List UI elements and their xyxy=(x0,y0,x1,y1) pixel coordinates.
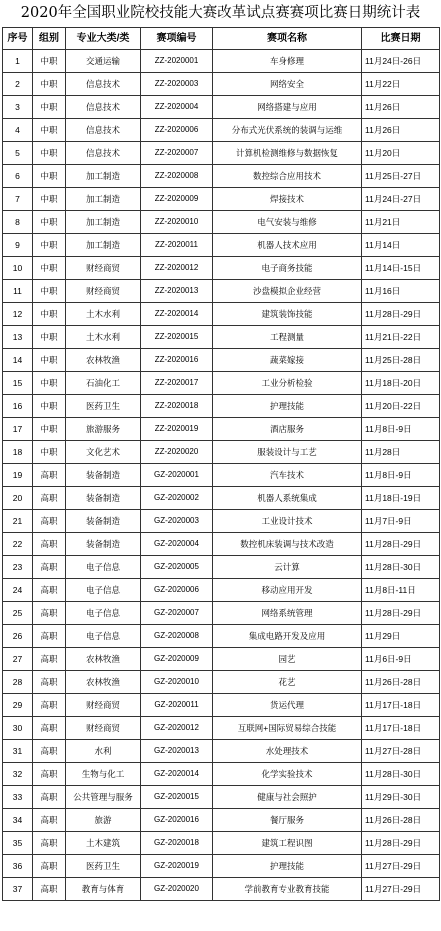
row-event-code: GZ-2020009 xyxy=(141,648,213,671)
row-date: 11月28日-30日 xyxy=(362,556,440,579)
row-category: 文化艺术 xyxy=(66,441,141,464)
table-row xyxy=(3,188,440,211)
row-event-code: GZ-2020006 xyxy=(141,579,213,602)
row-event-code: ZZ-2020001 xyxy=(141,50,213,73)
row-date: 11月18日-20日 xyxy=(362,372,440,395)
table-row xyxy=(3,211,440,234)
row-group: 高职 xyxy=(33,487,66,510)
row-date: 11月8日-11日 xyxy=(362,579,440,602)
row-category: 财经商贸 xyxy=(66,717,141,740)
row-event-code: ZZ-2020011 xyxy=(141,234,213,257)
row-event-name: 护理技能 xyxy=(213,395,362,418)
row-index: 37 xyxy=(3,878,33,901)
row-category: 公共管理与服务 xyxy=(66,786,141,809)
row-index: 1 xyxy=(3,50,33,73)
row-category: 电子信息 xyxy=(66,602,141,625)
row-event-name: 花艺 xyxy=(213,671,362,694)
row-category: 装备制造 xyxy=(66,487,141,510)
row-event-name: 机器人技术应用 xyxy=(213,234,362,257)
row-group: 高职 xyxy=(33,878,66,901)
row-date: 11月22日 xyxy=(362,73,440,96)
row-event-name: 学前教育专业教育技能 xyxy=(213,878,362,901)
row-index: 4 xyxy=(3,119,33,142)
table-row xyxy=(3,395,440,418)
row-event-name: 工业设计技术 xyxy=(213,510,362,533)
row-event-name: 焊接技术 xyxy=(213,188,362,211)
row-event-code: ZZ-2020007 xyxy=(141,142,213,165)
row-index: 24 xyxy=(3,579,33,602)
row-index: 18 xyxy=(3,441,33,464)
row-event-code: GZ-2020001 xyxy=(141,464,213,487)
row-event-code: GZ-2020011 xyxy=(141,694,213,717)
table-row xyxy=(3,257,440,280)
row-event-code: ZZ-2020004 xyxy=(141,96,213,119)
row-group: 高职 xyxy=(33,579,66,602)
row-category: 装备制造 xyxy=(66,510,141,533)
row-category: 石油化工 xyxy=(66,372,141,395)
row-index: 14 xyxy=(3,349,33,372)
row-event-code: ZZ-2020017 xyxy=(141,372,213,395)
table-row xyxy=(3,579,440,602)
table-row xyxy=(3,142,440,165)
row-event-code: ZZ-2020019 xyxy=(141,418,213,441)
row-event-name: 服装设计与工艺 xyxy=(213,441,362,464)
row-event-name: 餐厅服务 xyxy=(213,809,362,832)
row-index: 23 xyxy=(3,556,33,579)
table-row xyxy=(3,50,440,73)
row-event-name: 汽车技术 xyxy=(213,464,362,487)
table-row xyxy=(3,487,440,510)
row-date: 11月26日-28日 xyxy=(362,809,440,832)
row-group: 中职 xyxy=(33,303,66,326)
row-event-code: ZZ-2020012 xyxy=(141,257,213,280)
row-date: 11月6日-9日 xyxy=(362,648,440,671)
row-date: 11月17日-18日 xyxy=(362,694,440,717)
table-row xyxy=(3,533,440,556)
table-row xyxy=(3,878,440,901)
row-index: 2 xyxy=(3,73,33,96)
row-event-name: 水处理技术 xyxy=(213,740,362,763)
row-category: 旅游服务 xyxy=(66,418,141,441)
row-group: 中职 xyxy=(33,326,66,349)
row-index: 32 xyxy=(3,763,33,786)
row-event-code: GZ-2020010 xyxy=(141,671,213,694)
row-date: 11月17日-18日 xyxy=(362,717,440,740)
table-row xyxy=(3,694,440,717)
row-category: 财经商贸 xyxy=(66,694,141,717)
row-event-code: GZ-2020015 xyxy=(141,786,213,809)
row-category: 生物与化工 xyxy=(66,763,141,786)
row-event-code: ZZ-2020018 xyxy=(141,395,213,418)
row-category: 土木水利 xyxy=(66,303,141,326)
table-row xyxy=(3,303,440,326)
row-group: 中职 xyxy=(33,234,66,257)
schedule-table xyxy=(2,27,440,901)
row-index: 21 xyxy=(3,510,33,533)
table-row xyxy=(3,372,440,395)
row-index: 15 xyxy=(3,372,33,395)
row-event-code: GZ-2020002 xyxy=(141,487,213,510)
row-index: 30 xyxy=(3,717,33,740)
row-event-code: GZ-2020008 xyxy=(141,625,213,648)
row-category: 农林牧渔 xyxy=(66,671,141,694)
row-date: 11月28日-30日 xyxy=(362,763,440,786)
table-row xyxy=(3,809,440,832)
row-date: 11月26日 xyxy=(362,119,440,142)
row-date: 11月7日-9日 xyxy=(362,510,440,533)
row-event-name: 工业分析检验 xyxy=(213,372,362,395)
row-index: 36 xyxy=(3,855,33,878)
row-event-code: ZZ-2020020 xyxy=(141,441,213,464)
row-index: 20 xyxy=(3,487,33,510)
row-index: 26 xyxy=(3,625,33,648)
row-group: 中职 xyxy=(33,395,66,418)
row-index: 25 xyxy=(3,602,33,625)
row-date: 11月29日 xyxy=(362,625,440,648)
row-group: 中职 xyxy=(33,211,66,234)
row-category: 土木建筑 xyxy=(66,832,141,855)
row-date: 11月28日 xyxy=(362,441,440,464)
row-event-code: ZZ-2020003 xyxy=(141,73,213,96)
page-title: 2020年全国职业院校技能大赛改革试点赛赛项比赛日期统计表 xyxy=(20,5,421,21)
row-index: 28 xyxy=(3,671,33,694)
row-category: 电子信息 xyxy=(66,579,141,602)
row-event-name: 数控机床装调与技术改造 xyxy=(213,533,362,556)
row-group: 中职 xyxy=(33,142,66,165)
row-event-name: 网络安全 xyxy=(213,73,362,96)
row-event-code: ZZ-2020006 xyxy=(141,119,213,142)
row-event-name: 电子商务技能 xyxy=(213,257,362,280)
row-group: 高职 xyxy=(33,556,66,579)
row-event-name: 数控综合应用技术 xyxy=(213,165,362,188)
row-event-name: 集成电路开发及应用 xyxy=(213,625,362,648)
row-group: 高职 xyxy=(33,648,66,671)
table-row xyxy=(3,234,440,257)
row-group: 中职 xyxy=(33,372,66,395)
row-category: 电子信息 xyxy=(66,625,141,648)
row-category: 信息技术 xyxy=(66,73,141,96)
header-row xyxy=(3,28,440,50)
row-group: 高职 xyxy=(33,464,66,487)
row-event-name: 计算机检测维修与数据恢复 xyxy=(213,142,362,165)
row-group: 高职 xyxy=(33,671,66,694)
table-row xyxy=(3,625,440,648)
table-row xyxy=(3,855,440,878)
row-event-name: 化学实验技术 xyxy=(213,763,362,786)
row-event-name: 分布式光伏系统的装调与运维 xyxy=(213,119,362,142)
row-group: 中职 xyxy=(33,96,66,119)
row-event-name: 工程测量 xyxy=(213,326,362,349)
row-date: 11月28日-29日 xyxy=(362,602,440,625)
row-event-code: GZ-2020004 xyxy=(141,533,213,556)
row-group: 中职 xyxy=(33,418,66,441)
row-index: 11 xyxy=(3,280,33,303)
row-event-code: GZ-2020007 xyxy=(141,602,213,625)
row-date: 11月26日 xyxy=(362,96,440,119)
row-index: 22 xyxy=(3,533,33,556)
table-row xyxy=(3,786,440,809)
row-event-code: GZ-2020016 xyxy=(141,809,213,832)
row-group: 高职 xyxy=(33,533,66,556)
row-category: 财经商贸 xyxy=(66,257,141,280)
table-row xyxy=(3,717,440,740)
row-date: 11月14日 xyxy=(362,234,440,257)
row-date: 11月28日-29日 xyxy=(362,303,440,326)
row-event-name: 电气安装与维修 xyxy=(213,211,362,234)
row-index: 13 xyxy=(3,326,33,349)
row-date: 11月8日-9日 xyxy=(362,464,440,487)
row-group: 高职 xyxy=(33,694,66,717)
row-event-name: 护理技能 xyxy=(213,855,362,878)
row-index: 7 xyxy=(3,188,33,211)
row-category: 加工制造 xyxy=(66,211,141,234)
row-group: 高职 xyxy=(33,786,66,809)
row-index: 10 xyxy=(3,257,33,280)
row-index: 33 xyxy=(3,786,33,809)
row-index: 6 xyxy=(3,165,33,188)
table-row xyxy=(3,602,440,625)
row-category: 信息技术 xyxy=(66,96,141,119)
row-category: 旅游 xyxy=(66,809,141,832)
row-date: 11月21日-22日 xyxy=(362,326,440,349)
table-row xyxy=(3,671,440,694)
row-category: 交通运输 xyxy=(66,50,141,73)
row-category: 加工制造 xyxy=(66,234,141,257)
row-event-code: GZ-2020013 xyxy=(141,740,213,763)
row-group: 高职 xyxy=(33,717,66,740)
header-group: 组别 xyxy=(33,28,66,50)
row-index: 35 xyxy=(3,832,33,855)
row-group: 高职 xyxy=(33,809,66,832)
row-date: 11月27日-29日 xyxy=(362,878,440,901)
row-category: 加工制造 xyxy=(66,165,141,188)
row-date: 11月16日 xyxy=(362,280,440,303)
row-category: 信息技术 xyxy=(66,142,141,165)
row-category: 信息技术 xyxy=(66,119,141,142)
row-category: 土木水利 xyxy=(66,326,141,349)
row-category: 财经商贸 xyxy=(66,280,141,303)
row-group: 中职 xyxy=(33,119,66,142)
row-category: 医药卫生 xyxy=(66,395,141,418)
row-group: 中职 xyxy=(33,188,66,211)
table-row xyxy=(3,349,440,372)
row-event-name: 互联网+国际贸易综合技能 xyxy=(213,717,362,740)
row-event-name: 健康与社会照护 xyxy=(213,786,362,809)
header-event-code: 赛项编号 xyxy=(141,28,213,50)
row-category: 装备制造 xyxy=(66,464,141,487)
row-event-code: ZZ-2020009 xyxy=(141,188,213,211)
row-date: 11月26日-28日 xyxy=(362,671,440,694)
row-event-name: 移动应用开发 xyxy=(213,579,362,602)
row-date: 11月18日-19日 xyxy=(362,487,440,510)
header-event-name: 赛项名称 xyxy=(213,28,362,50)
header-index: 序号 xyxy=(3,28,33,50)
row-event-code: ZZ-2020013 xyxy=(141,280,213,303)
row-group: 中职 xyxy=(33,165,66,188)
row-event-name: 车身修理 xyxy=(213,50,362,73)
row-group: 高职 xyxy=(33,602,66,625)
row-group: 中职 xyxy=(33,73,66,96)
row-date: 11月28日-29日 xyxy=(362,832,440,855)
row-category: 装备制造 xyxy=(66,533,141,556)
row-event-code: GZ-2020014 xyxy=(141,763,213,786)
row-event-code: ZZ-2020014 xyxy=(141,303,213,326)
row-event-code: ZZ-2020008 xyxy=(141,165,213,188)
table-row xyxy=(3,73,440,96)
row-group: 中职 xyxy=(33,50,66,73)
row-event-name: 沙盘模拟企业经营 xyxy=(213,280,362,303)
table-row xyxy=(3,763,440,786)
row-index: 27 xyxy=(3,648,33,671)
table-row xyxy=(3,418,440,441)
row-group: 中职 xyxy=(33,280,66,303)
row-date: 11月20日-22日 xyxy=(362,395,440,418)
table-row xyxy=(3,740,440,763)
row-event-name: 云计算 xyxy=(213,556,362,579)
table-row xyxy=(3,832,440,855)
row-category: 加工制造 xyxy=(66,188,141,211)
table-row xyxy=(3,648,440,671)
row-date: 11月21日 xyxy=(362,211,440,234)
row-group: 高职 xyxy=(33,832,66,855)
row-event-code: GZ-2020020 xyxy=(141,878,213,901)
row-group: 中职 xyxy=(33,441,66,464)
row-index: 9 xyxy=(3,234,33,257)
row-event-code: GZ-2020003 xyxy=(141,510,213,533)
row-category: 教育与体育 xyxy=(66,878,141,901)
row-category: 农林牧渔 xyxy=(66,349,141,372)
row-event-name: 建筑装饰技能 xyxy=(213,303,362,326)
row-date: 11月8日-9日 xyxy=(362,418,440,441)
row-index: 19 xyxy=(3,464,33,487)
row-date: 11月28日-29日 xyxy=(362,533,440,556)
row-event-name: 机器人系统集成 xyxy=(213,487,362,510)
row-event-name: 建筑工程识图 xyxy=(213,832,362,855)
row-group: 高职 xyxy=(33,625,66,648)
row-date: 11月24日-26日 xyxy=(362,50,440,73)
row-date: 11月25日-28日 xyxy=(362,349,440,372)
row-index: 3 xyxy=(3,96,33,119)
table-row xyxy=(3,96,440,119)
row-event-code: ZZ-2020010 xyxy=(141,211,213,234)
table-body xyxy=(3,50,440,901)
row-index: 31 xyxy=(3,740,33,763)
table-row xyxy=(3,556,440,579)
row-index: 17 xyxy=(3,418,33,441)
row-event-code: GZ-2020018 xyxy=(141,832,213,855)
row-group: 中职 xyxy=(33,349,66,372)
row-date: 11月29日-30日 xyxy=(362,786,440,809)
row-date: 11月25日-27日 xyxy=(362,165,440,188)
row-category: 水利 xyxy=(66,740,141,763)
row-index: 29 xyxy=(3,694,33,717)
row-group: 高职 xyxy=(33,763,66,786)
row-date: 11月14日-15日 xyxy=(362,257,440,280)
header-category: 专业大类/类 xyxy=(66,28,141,50)
table-row xyxy=(3,441,440,464)
row-event-name: 货运代理 xyxy=(213,694,362,717)
row-event-name: 网络搭建与应用 xyxy=(213,96,362,119)
row-category: 农林牧渔 xyxy=(66,648,141,671)
row-category: 电子信息 xyxy=(66,556,141,579)
row-date: 11月27日-29日 xyxy=(362,855,440,878)
table-row xyxy=(3,165,440,188)
row-event-code: GZ-2020012 xyxy=(141,717,213,740)
table-row xyxy=(3,280,440,303)
row-group: 高职 xyxy=(33,740,66,763)
row-index: 8 xyxy=(3,211,33,234)
row-date: 11月27日-28日 xyxy=(362,740,440,763)
row-index: 5 xyxy=(3,142,33,165)
table-row xyxy=(3,510,440,533)
row-date: 11月24日-27日 xyxy=(362,188,440,211)
row-event-code: ZZ-2020015 xyxy=(141,326,213,349)
row-group: 高职 xyxy=(33,855,66,878)
row-category: 医药卫生 xyxy=(66,855,141,878)
row-index: 34 xyxy=(3,809,33,832)
row-event-name: 网络系统管理 xyxy=(213,602,362,625)
row-group: 高职 xyxy=(33,510,66,533)
row-date: 11月20日 xyxy=(362,142,440,165)
row-event-name: 酒店服务 xyxy=(213,418,362,441)
row-group: 中职 xyxy=(33,257,66,280)
row-event-code: GZ-2020005 xyxy=(141,556,213,579)
row-event-name: 蔬菜嫁接 xyxy=(213,349,362,372)
header-date: 比赛日期 xyxy=(362,28,440,50)
row-event-code: ZZ-2020016 xyxy=(141,349,213,372)
row-event-code: GZ-2020019 xyxy=(141,855,213,878)
row-event-name: 园艺 xyxy=(213,648,362,671)
table-row xyxy=(3,464,440,487)
row-index: 16 xyxy=(3,395,33,418)
table-row xyxy=(3,119,440,142)
row-index: 12 xyxy=(3,303,33,326)
table-row xyxy=(3,326,440,349)
